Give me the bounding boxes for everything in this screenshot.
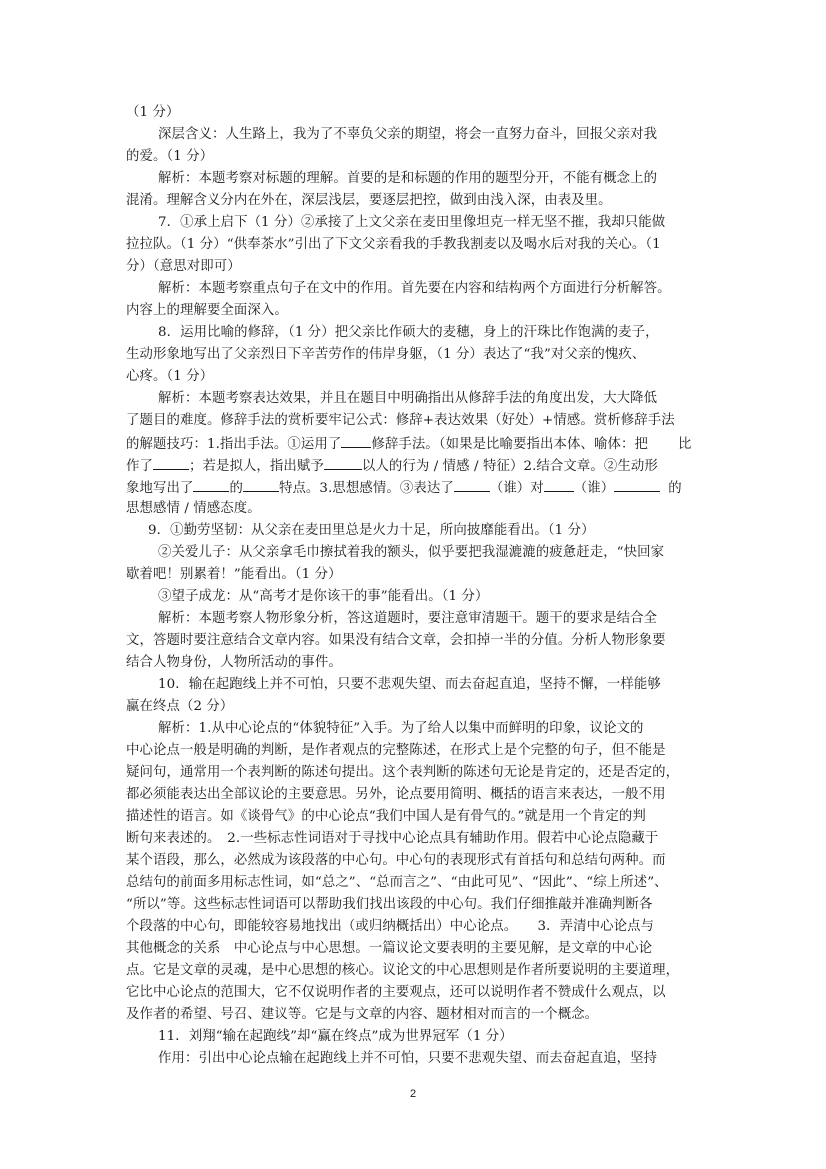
blank	[341, 435, 371, 448]
text-line: 赢在终点（2 分）	[126, 699, 234, 714]
text-line: 内容上的理解要全面深入。	[126, 303, 288, 318]
text-line: 中心论点一般是明确的判断，是作者观点的完整陈述，在形式上是个完整的句子，但不能是	[126, 743, 666, 758]
fill-line: 思想感情 / 情感态度。	[126, 501, 261, 516]
fill-line: 的解题技巧：1.指出手法。①运用了 修辞手法。（如果是比喻要指出本体、喻体：把 比	[126, 437, 692, 452]
fill-line: 象地写出了 的 特点。3.思想感情。③表达了 （谁）对 （谁） 的	[126, 481, 682, 496]
text-line: 分）（意思对即可）	[126, 259, 241, 274]
text-line: 疑问句，通常用一个表判断的陈述句提出。这个表判断的陈述句无论是肯定的，还是否定的，	[126, 765, 680, 780]
text-line: 10．输在起跑线上并不可怕，只要不悲观失望、而去奋起直追，坚持不懈，一样能够	[158, 677, 661, 692]
text-line: 某个语段，那么，必然成为该段落的中心句。中心句的表现形式有首括句和总结句两种。而	[126, 853, 666, 868]
text-line: 解析：本题考察人物形象分析，答这道题时，要注意审清题干。题干的要求是结合全	[158, 611, 658, 626]
text-line: 11．刘翔“输在起跑线”却“赢在终点”成为世界冠军（1 分）	[158, 1029, 513, 1044]
text-line: 9．①勤劳坚韧：从父亲在麦田里总是火力十足，所向披靡能看出。（1 分）	[148, 523, 595, 538]
text-line: 其他概念的关系 中心论点与中心思想。一篇议论文要表明的主要见解，是文章的中心论	[126, 941, 653, 956]
blank	[193, 479, 229, 492]
text-line: 混淆。理解含义分内在外在，深层浅层，要逐层把控，做到由浅入深，由表及里。	[126, 193, 612, 208]
text-line: 了题目的难度。修辞手法的赏析要牢记公式：修辞+表达效果（好处）+情感。赏析修辞手法	[126, 413, 675, 428]
text-line: ③望子成龙：从“高考才是你该干的事”能看出。（1 分）	[158, 589, 489, 604]
text-line: 深层含义：人生路上，我为了不辜负父亲的期望，将会一直努力奋斗，回报父亲对我	[158, 127, 658, 142]
text-line: 解析：本题考察表达效果，并且在题目中明确指出从修辞手法的角度出发，大大降低	[158, 391, 658, 406]
text-line: 文，答题时要注意结合文章内容。如果没有结合文章，会扣掉一半的分值。分析人物形象要	[126, 633, 666, 648]
text-line: 总结句的前面多用标志性词，如“总之”、“总而言之”、“由此可见”、“因此”、“综上所述”、	[126, 875, 668, 890]
text-line: 7．①承上启下（1 分）②承接了上文父亲在麦田里像坦克一样无坚不摧，我却只能做	[158, 215, 666, 230]
text-line: （1 分）	[126, 105, 180, 120]
text-line: 点。它是文章的灵魂，是中心思想的核心。议论文的中心思想则是作者所要说明的主要道理，	[126, 963, 680, 978]
page-number: 2	[409, 1088, 417, 1100]
text-line: 它比中心论点的范围大，它不仅说明作者的主要观点，还可以说明作者不赞成什么观点，以	[126, 985, 666, 1000]
text-line: 的爱。（1 分）	[126, 149, 214, 164]
text-line: 描述性的语言。如《谈骨气》的中心论点“我们中国人是有骨气的。”就是用一个肯定的判	[126, 809, 646, 824]
blank	[243, 479, 279, 492]
text-line: 解析：本题考察重点句子在文中的作用。首先要在内容和结构两个方面进行分析解答。	[158, 281, 671, 296]
text-line: 及作者的希望、号召、建议等。它是与文章的内容、题材相对而言的一个概念。	[126, 1007, 599, 1022]
text-line: 解析：1.从中心论点的“体貌特征”入手。为了给人以集中而鲜明的印象，议论文的	[158, 721, 644, 736]
blank	[324, 457, 362, 470]
text-line: 8．运用比喻的修辞，（1 分）把父亲比作硕大的麦穗，身上的汗珠比作饱满的麦子，	[158, 325, 659, 340]
blank	[153, 457, 189, 470]
text-line: 都必须能表达出全部议论的主要意思。另外，论点要用简明、概括的语言来表达，一般不用	[126, 787, 666, 802]
text-line: ②关爱儿子：从父亲拿毛巾擦拭着我的额头，似乎要把我湿漉漉的疲惫赶走，“快回家	[158, 545, 665, 560]
blank	[614, 479, 660, 492]
blank	[454, 479, 490, 492]
text-line: 拉拉队。（1 分）“供奉茶水”引出了下文父亲看我的手教我割麦以及喝水后对我的关心。（1	[126, 237, 661, 252]
text-line: 断句来表述的。 2.一些标志性词语对于寻找中心论点具有辅助作用。假若中心论点隐藏于	[126, 831, 659, 846]
text-line: 歇着吧！别累着！”能看出。（1 分）	[126, 567, 342, 582]
text-line: 解析：本题考察对标题的理解。首要的是和标题的作用的题型分开，不能有概念上的	[158, 171, 658, 186]
text-line: 生动形象地写出了父亲烈日下辛苦劳作的伟岸身躯，（1 分）表达了“我”对父亲的愧疚、	[126, 347, 646, 362]
text-line: 结合人物身份，人物所活动的事件。	[126, 655, 342, 670]
fill-line: 作了 ；若是拟人，指出赋予 以人的行为 / 情感 / 特征）2.结合文章。②生动形	[126, 459, 658, 474]
text-line: 个段落的中心句，即能较容易地找出（或归纳概括出）中心论点。 3．弄清中心论点与	[126, 919, 655, 934]
blank	[544, 479, 574, 492]
text-line: “所以”等。这些标志性词语可以帮助我们找出该段的中心句。我们仔细推敲并准确判断各	[126, 897, 653, 912]
text-line: 心疼。（1 分）	[126, 369, 214, 384]
text-line: 作用：引出中心论点输在起跑线上并不可怕，只要不悲观失望、而去奋起直追，坚持	[158, 1051, 658, 1066]
